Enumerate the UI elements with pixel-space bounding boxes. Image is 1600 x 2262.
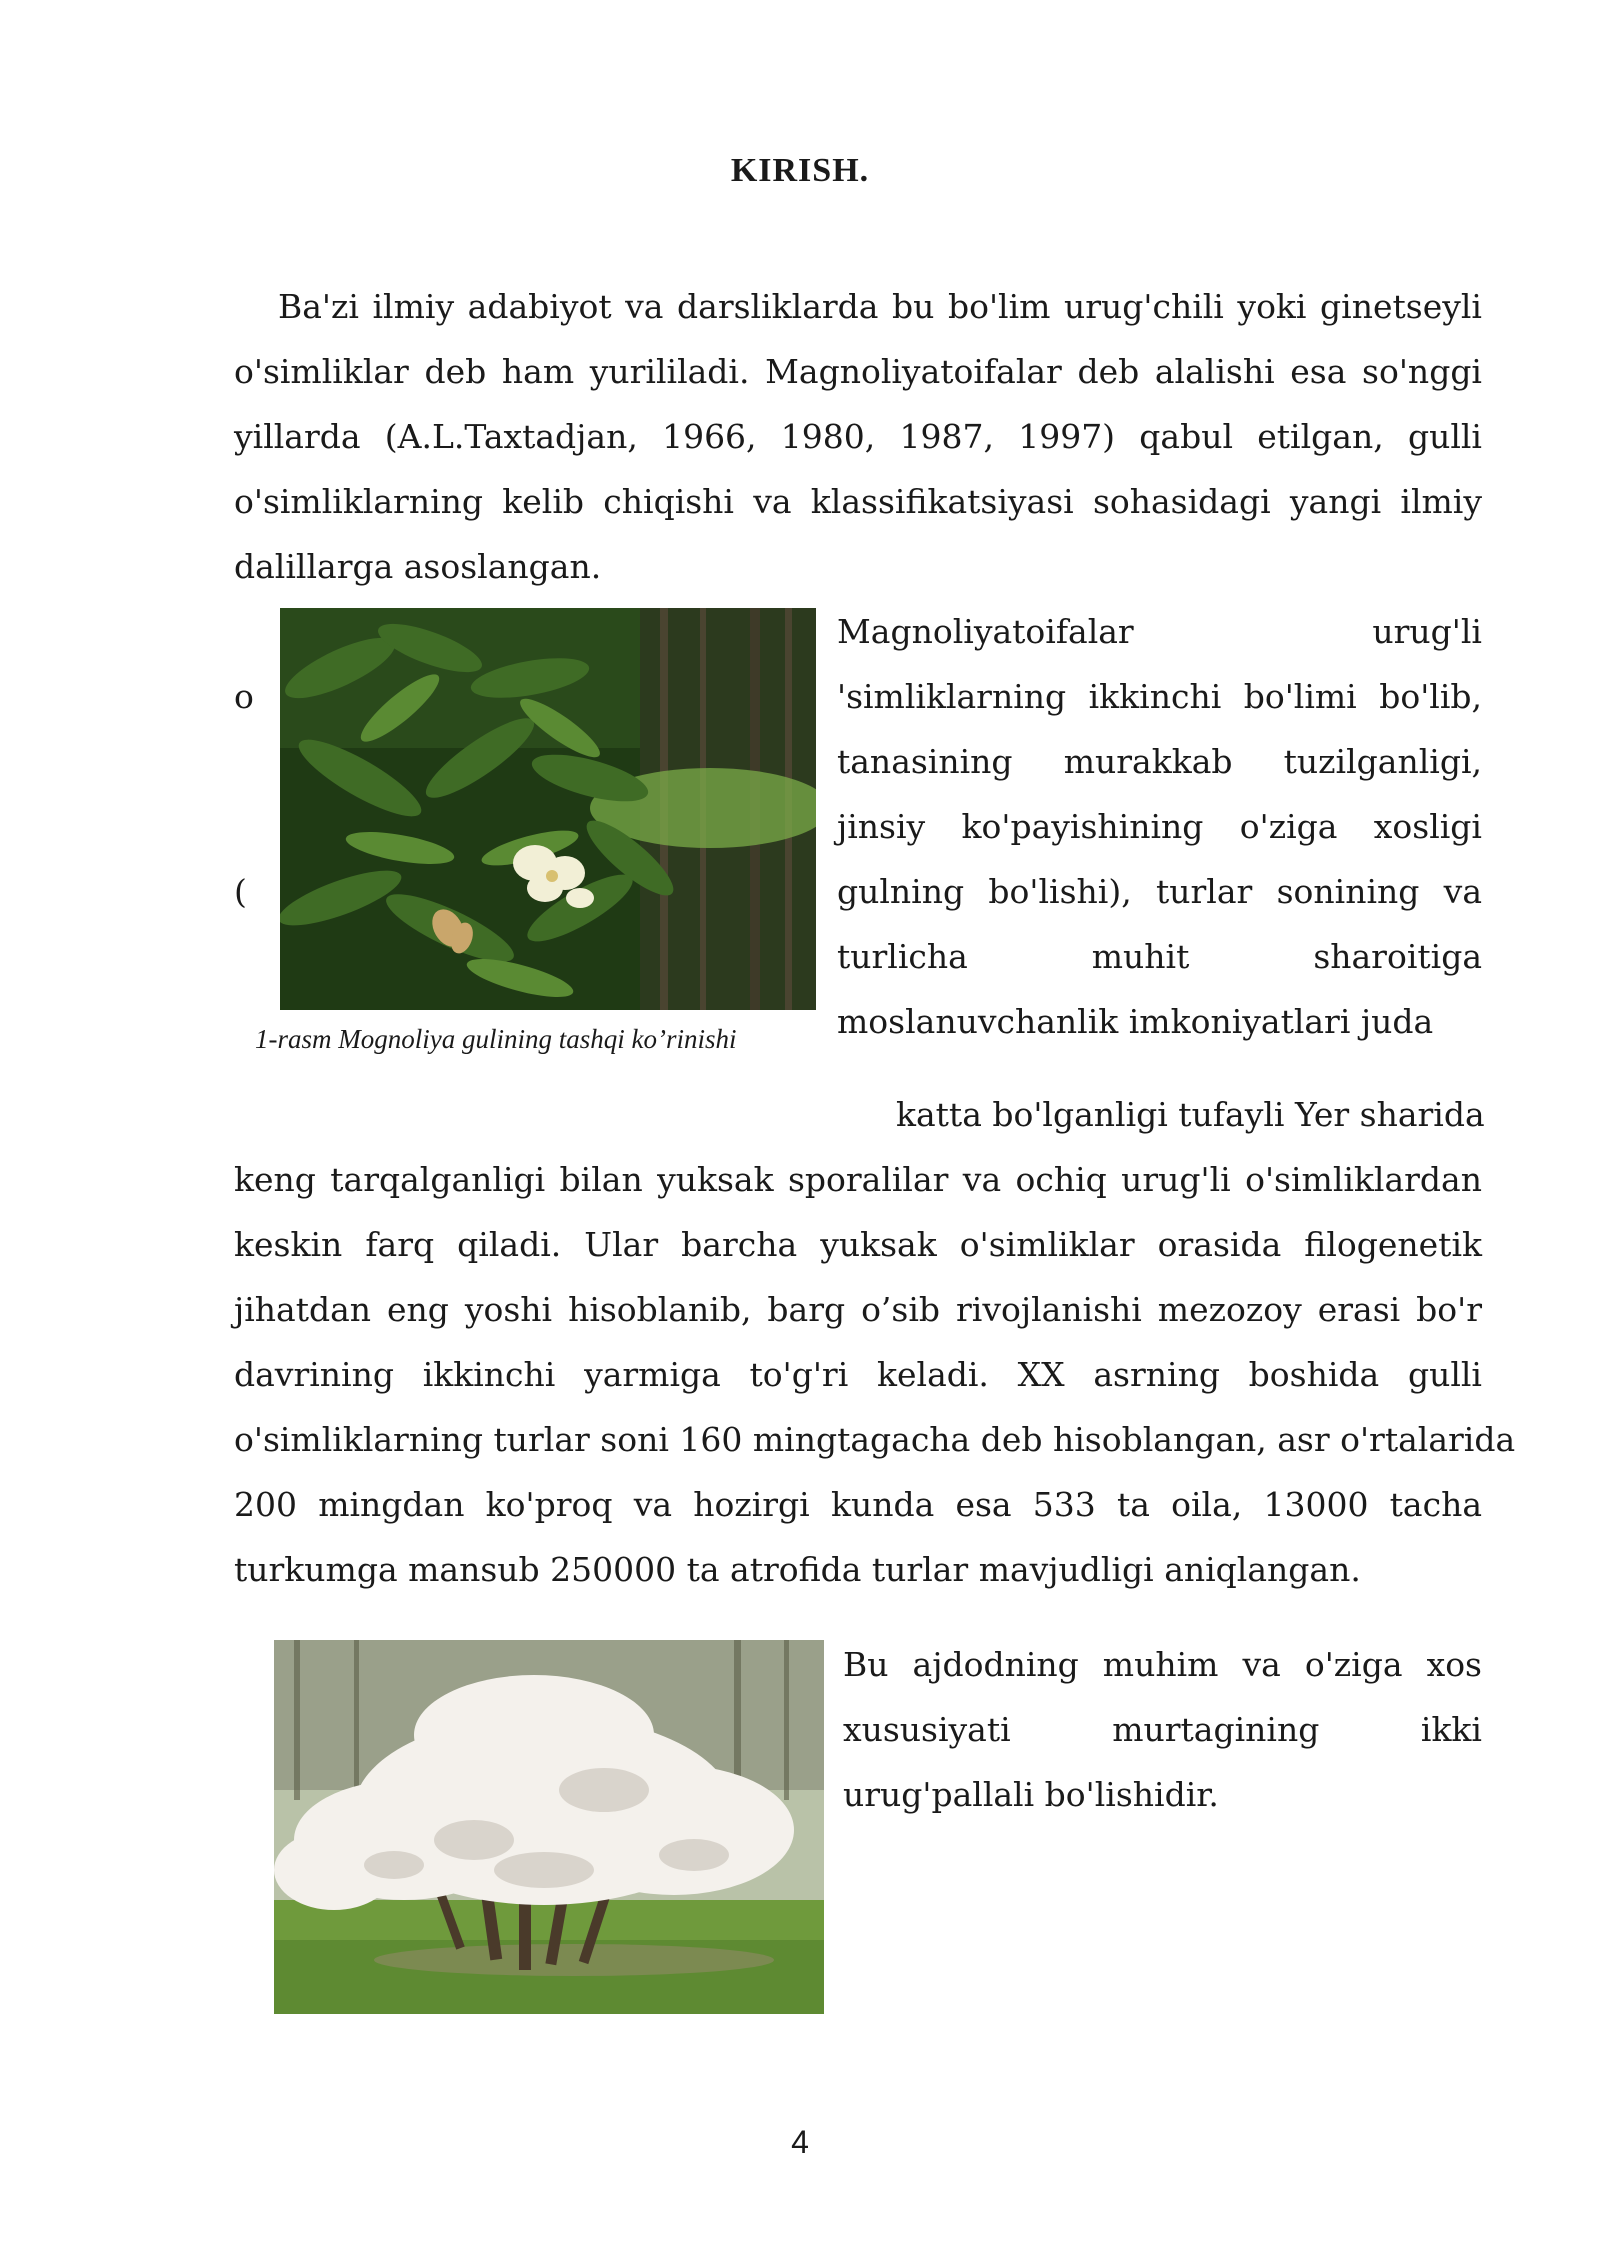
paragraph-line: Ba'zi ilmiy adabiyot va darsliklarda bu bo'lim urug'chili yoki ginetseyli	[278, 287, 1482, 326]
magnolia-tree-image	[274, 1640, 824, 2014]
figure-caption: 1-rasm Mognoliya gulining tashqi ko’rinishi	[255, 1024, 737, 1054]
paragraph-line: urug'pallali bo'lishidir.	[843, 1775, 1219, 1814]
paragraph-line: yillarda (A.L.Taxtadjan, 1966, 1980, 1987, 1997) qabul etilgan, gulli	[234, 417, 1482, 456]
paragraph-line: gulning bo'lishi), turlar sonining va	[837, 872, 1482, 911]
paragraph-line: turkumga mansub 250000 ta atrofida turlar mavjudligi aniqlangan.	[234, 1550, 1361, 1589]
paragraph-line: o'simliklarning turlar soni 160 mingtagacha deb hisoblangan, asr o'rtalarida	[234, 1420, 1516, 1459]
paragraph-line: keskin farq qiladi. Ular barcha yuksak o'simliklar orasida filogenetik	[234, 1225, 1482, 1264]
stray-character: o	[234, 677, 254, 716]
paragraph-line: katta bo'lganligi tufayli Yer sharida	[896, 1095, 1485, 1134]
paragraph-line: o'simliklarning kelib chiqishi va klassifikatsiyasi sohasidagi yangi ilmiy	[234, 482, 1482, 521]
stray-character: (	[234, 872, 247, 911]
paragraph-line: 'simliklarning ikkinchi bo'limi bo'lib,	[837, 677, 1482, 716]
paragraph-line: jinsiy ko'payishining o'ziga xosligi	[837, 807, 1482, 846]
paragraph-line: Magnoliyatoifalar urug'li	[837, 612, 1482, 651]
paragraph-line: jihatdan eng yoshi hisoblanib, barg o’sib rivojlanishi mezozoy erasi bo'r	[234, 1290, 1482, 1329]
paragraph-line: keng tarqalganligi bilan yuksak sporalilar va ochiq urug'li o'simliklardan	[234, 1160, 1482, 1199]
magnolia-tree-photo	[274, 1640, 824, 2014]
paragraph-line: Bu ajdodning muhim va o'ziga xos	[843, 1645, 1482, 1684]
paragraph-line: dalillarga asoslangan.	[234, 547, 602, 586]
paragraph-line: moslanuvchanlik imkoniyatlari juda	[837, 1002, 1434, 1041]
paragraph-line: xususiyati murtagining ikki	[843, 1710, 1482, 1749]
paragraph-line: 200 mingdan ko'proq va hozirgi kunda esa 533 ta oila, 13000 tacha	[234, 1485, 1482, 1524]
page-number: 4	[791, 2124, 809, 2160]
paragraph-line: tanasining murakkab tuzilganligi,	[837, 742, 1482, 781]
paragraph-line: davrining ikkinchi yarmiga to'g'ri keladi. XX asrning boshida gulli	[234, 1355, 1482, 1394]
page-title: KIRISH.	[730, 152, 870, 189]
paragraph-line: o'simliklar deb ham yurililadi. Magnoliyatoifalar deb alalishi esa so'nggi	[234, 352, 1482, 391]
paragraph-line: turlicha muhit sharoitiga	[837, 937, 1482, 976]
magnolia-flower-image	[280, 608, 816, 1010]
magnolia-flower-photo	[280, 608, 816, 1010]
